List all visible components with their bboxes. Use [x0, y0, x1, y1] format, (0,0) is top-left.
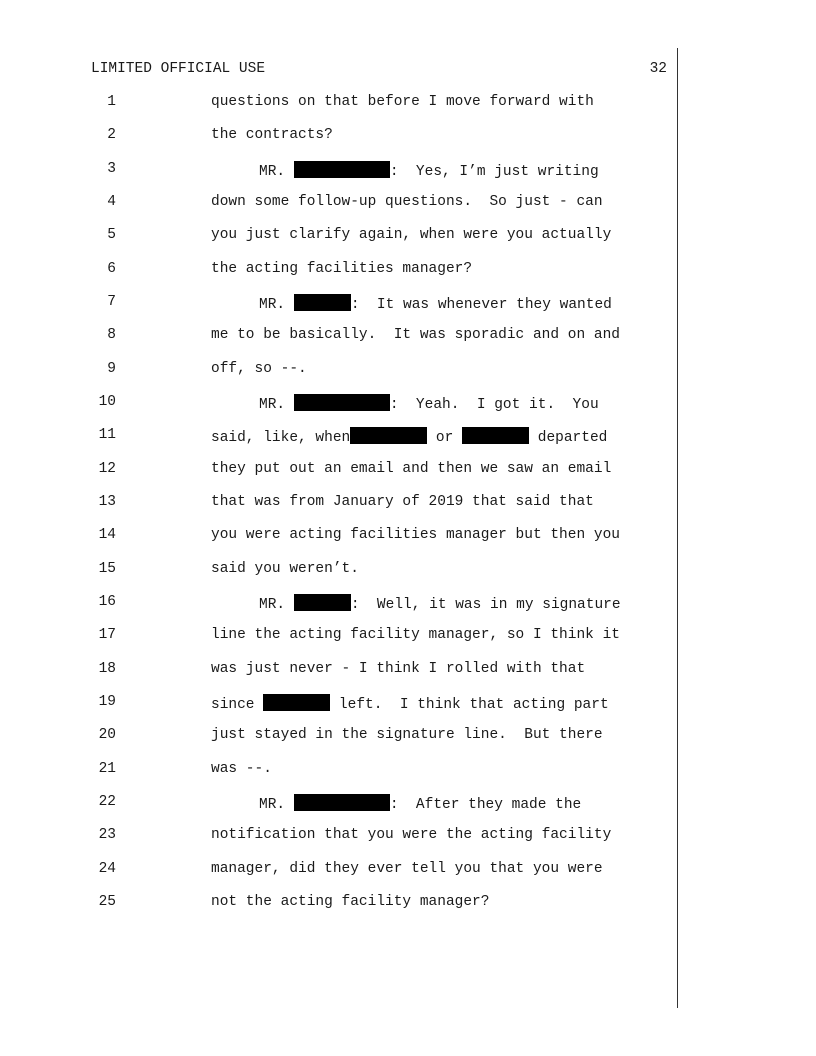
- line-text: since left. I think that acting part: [211, 694, 609, 713]
- line-text: that was from January of 2019 that said that: [211, 494, 594, 510]
- redaction-box: [294, 294, 351, 311]
- line-text: questions on that before I move forward with: [211, 94, 594, 110]
- line-number: 11: [98, 427, 116, 443]
- transcript-line: [0, 594, 676, 614]
- transcript-line: [0, 727, 676, 747]
- line-number: 1: [107, 94, 116, 110]
- line-number: 10: [98, 394, 116, 410]
- line-number: 3: [107, 161, 116, 177]
- line-number: 14: [98, 527, 116, 543]
- redaction-box: [294, 161, 390, 178]
- line-number: 5: [107, 227, 116, 243]
- transcript-line: [0, 261, 676, 281]
- transcript-line: [0, 461, 676, 481]
- transcript-line: [0, 394, 676, 414]
- line-text: the contracts?: [211, 127, 333, 143]
- line-text: you just clarify again, when were you actually: [211, 227, 612, 243]
- line-number: 17: [98, 627, 116, 643]
- line-text: said, like, when or departed: [211, 427, 607, 446]
- line-number: 8: [107, 327, 116, 343]
- line-text: you were acting facilities manager but then you: [211, 527, 620, 543]
- transcript-line: [0, 827, 676, 847]
- line-number: 6: [107, 261, 116, 277]
- line-number: 16: [98, 594, 116, 610]
- transcript-line: [0, 527, 676, 547]
- line-text: off, so --.: [211, 361, 307, 377]
- redaction-box: [350, 427, 427, 444]
- transcript-line: [0, 894, 676, 914]
- line-text: down some follow-up questions. So just - can: [211, 194, 603, 210]
- line-text: MR. : Yeah. I got it. You: [259, 394, 599, 413]
- line-number: 12: [98, 461, 116, 477]
- line-text: was --.: [211, 761, 272, 777]
- line-number: 21: [98, 761, 116, 777]
- line-text: line the acting facility manager, so I think it: [211, 627, 620, 643]
- line-number: 18: [98, 661, 116, 677]
- right-margin-rule: [677, 48, 678, 1008]
- redaction-box: [263, 694, 330, 711]
- line-text: manager, did they ever tell you that you were: [211, 861, 603, 877]
- line-number: 9: [107, 361, 116, 377]
- line-number: 19: [98, 694, 116, 710]
- line-number: 22: [98, 794, 116, 810]
- transcript-line: [0, 627, 676, 647]
- line-number: 7: [107, 294, 116, 310]
- transcript-line: [0, 761, 676, 781]
- redaction-box: [294, 794, 390, 811]
- transcript-line: [0, 861, 676, 881]
- line-text: not the acting facility manager?: [211, 894, 490, 910]
- line-text: they put out an email and then we saw an email: [211, 461, 612, 477]
- line-number: 25: [98, 894, 116, 910]
- line-text: said you weren’t.: [211, 561, 359, 577]
- line-number: 20: [98, 727, 116, 743]
- redaction-box: [294, 594, 351, 611]
- line-number: 15: [98, 561, 116, 577]
- line-text: MR. : Well, it was in my signature: [259, 594, 621, 613]
- transcript-line: [0, 327, 676, 347]
- classification-header: LIMITED OFFICIAL USE: [91, 61, 266, 77]
- transcript-line: [0, 427, 676, 447]
- transcript-line: [0, 127, 676, 147]
- transcript-line: [0, 361, 676, 381]
- redaction-box: [294, 394, 390, 411]
- page-number: 32: [649, 61, 667, 77]
- transcript-line: [0, 94, 676, 114]
- line-number: 13: [98, 494, 116, 510]
- line-text: just stayed in the signature line. But there: [211, 727, 603, 743]
- line-text: the acting facilities manager?: [211, 261, 473, 277]
- line-number: 4: [107, 194, 116, 210]
- redaction-box: [462, 427, 529, 444]
- transcript-line: [0, 294, 676, 314]
- transcript-line: [0, 794, 676, 814]
- line-text: me to be basically. It was sporadic and on and: [211, 327, 620, 343]
- transcript-line: [0, 194, 676, 214]
- transcript-line: [0, 161, 676, 181]
- line-text: was just never - I think I rolled with that: [211, 661, 586, 677]
- transcript-line: [0, 694, 676, 714]
- transcript-line: [0, 227, 676, 247]
- line-number: 2: [107, 127, 116, 143]
- line-number: 24: [98, 861, 116, 877]
- line-text: notification that you were the acting facility: [211, 827, 612, 843]
- line-number: 23: [98, 827, 116, 843]
- line-text: MR. : It was whenever they wanted: [259, 294, 612, 313]
- line-text: MR. : Yes, I’m just writing: [259, 161, 599, 180]
- line-text: MR. : After they made the: [259, 794, 581, 813]
- transcript-line: [0, 661, 676, 681]
- transcript-line: [0, 494, 676, 514]
- transcript-line: [0, 561, 676, 581]
